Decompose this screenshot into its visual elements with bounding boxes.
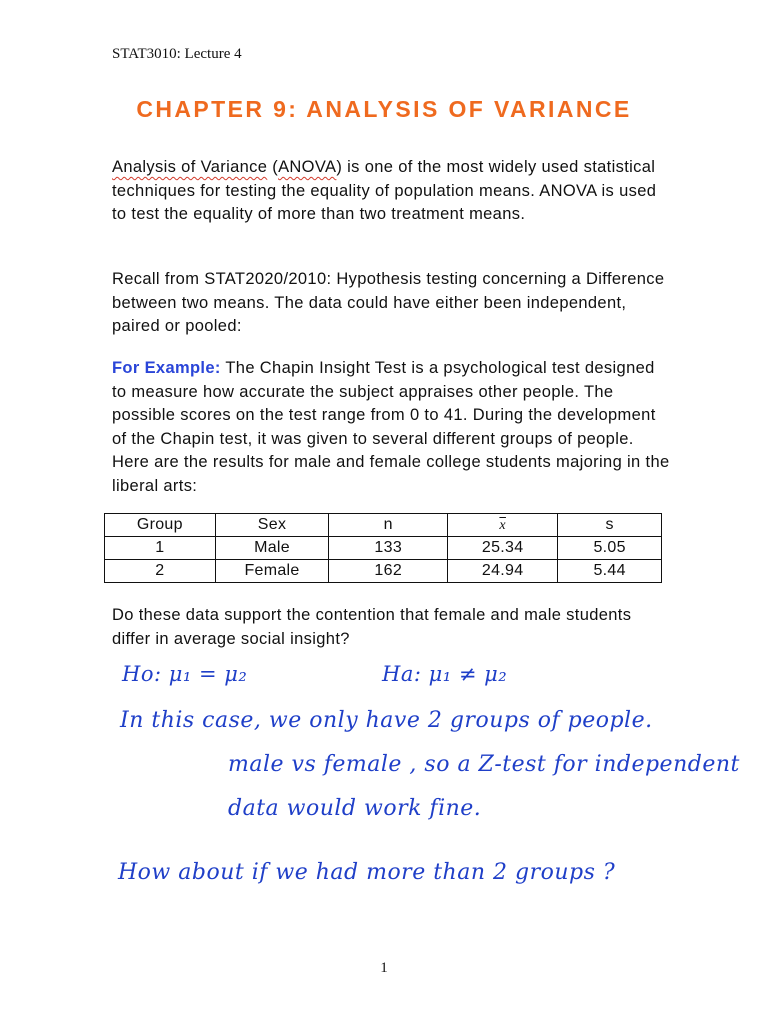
column-header-mean: [448, 514, 558, 537]
column-header-sex: Sex: [215, 514, 329, 537]
table-cell: 25.34: [448, 537, 558, 560]
handwritten-alternative-hypothesis: Ha: μ₁ ≠ μ₂: [382, 662, 508, 686]
intro-open-paren: (: [267, 158, 279, 176]
example-text: The Chapin Insight Test is a psychological test designed to measure how accurate the subject appraises other people. The possible scores on the test range from 0 to 41. During the development of the Chapin test, it was given to several different groups of people. Here are the results for male and female college students majoring in the liberal arts:: [112, 359, 670, 495]
example-label: For Example:: [112, 359, 221, 377]
table-row: [105, 537, 662, 560]
anova-acronym: ANOVA: [278, 158, 337, 176]
table-cell: 133: [329, 537, 448, 560]
table-cell: Female: [215, 560, 329, 583]
example-paragraph: [112, 357, 672, 498]
handwritten-note-line: data would work fine.: [228, 796, 482, 821]
column-header-s: s: [558, 514, 662, 537]
handwritten-note-line: male vs female , so a Z-test for independent: [228, 752, 740, 777]
table-row: [105, 560, 662, 583]
anova-term: Analysis of Variance: [112, 158, 268, 176]
table-header-row: [105, 514, 662, 537]
table-cell: 2: [105, 560, 216, 583]
table-cell: 5.44: [558, 560, 662, 583]
chapin-results-table: [104, 513, 662, 583]
handwritten-question: How about if we had more than 2 groups ?: [118, 860, 616, 885]
column-header-group: Group: [105, 514, 216, 537]
intro-rest-text: ) is one of the most widely used statistical techniques for testing the equality of population means. ANOVA is used to test the equality of more than two treatment means.: [112, 158, 657, 223]
table-cell: Male: [215, 537, 329, 560]
column-header-n: n: [329, 514, 448, 537]
handwritten-null-hypothesis: Ho: μ₁ = μ₂: [122, 662, 248, 686]
course-lecture-label: STAT3010: Lecture 4: [112, 46, 242, 62]
table-cell: 5.05: [558, 537, 662, 560]
page-number: 1: [380, 960, 388, 976]
table-cell: 1: [105, 537, 216, 560]
chapter-title: CHAPTER 9: ANALYSIS OF VARIANCE: [136, 96, 632, 122]
question-paragraph: Do these data support the contention that female and male students differ in average social insight?: [112, 606, 632, 648]
x-bar-symbol: $\overline{x}$: [499, 518, 506, 533]
handwritten-note-line: In this case, we only have 2 groups of people.: [120, 708, 653, 733]
table-cell: 24.94: [448, 560, 558, 583]
anova-intro-paragraph: [112, 156, 672, 227]
table-cell: 162: [329, 560, 448, 583]
recall-paragraph: Recall from STAT2020/2010: Hypothesis testing concerning a Difference between two means. The data could have either been independent, paired or pooled:: [112, 270, 665, 335]
